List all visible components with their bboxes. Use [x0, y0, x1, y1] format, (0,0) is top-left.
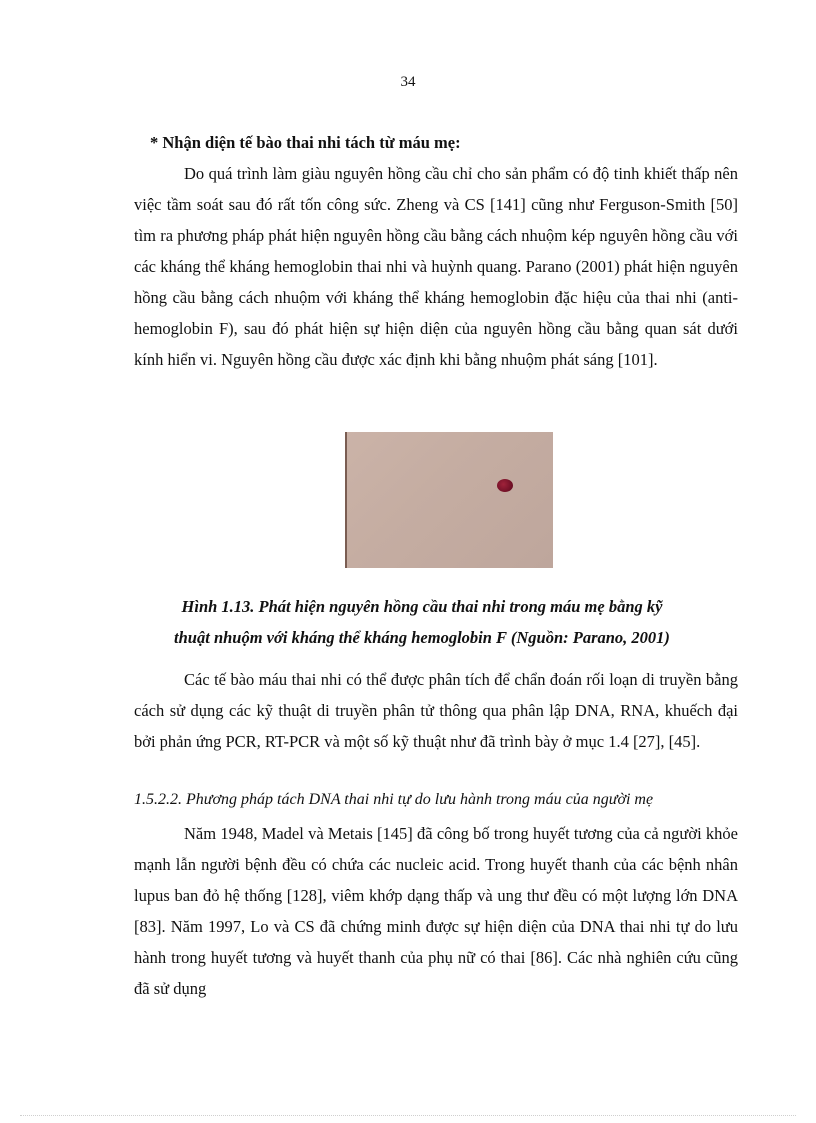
paragraph-1-text: Do quá trình làm giàu nguyên hồng cầu chỉ cho sản phẩm có độ tinh khiết thấp nên việc tầm soát sau đó rất tốn công sức. Zheng và CS [141] cũng như Ferguson-Smith [50] tìm ra phương pháp phát hiện nguyên hồng cầu bằng cách nhuộm kép nguyên hồng cầu với các kháng thể kháng hemoglobin thai nhi và huỳnh quang. Parano (2001) phát hiện nguyên hồng cầu bằng cách nhuộm với kháng thể kháng hemoglobin đặc hiệu của thai nhi (anti-hemoglobin F), sau đó phát hiện sự hiện diện của nguyên hồng cầu bằng quan sát dưới kính hiển vi. Nguyên hồng cầu được xác định khi bằng nhuộm phát sáng [101].	[134, 164, 738, 369]
stained-erythroblast	[497, 479, 513, 492]
caption-line-2: thuật nhuộm với kháng thể kháng hemoglobin F (Nguồn: Parano, 2001)	[174, 628, 670, 647]
subsection-heading: 1.5.2.2. Phương pháp tách DNA thai nhi tự do lưu hành trong máu của người mẹ	[134, 791, 654, 808]
body-paragraph-1	[134, 158, 738, 375]
body-paragraph-2	[134, 664, 738, 757]
paragraph-2-text: Các tế bào máu thai nhi có thể được phân tích để chẩn đoán rối loạn di truyền bằng cách sử dụng các kỹ thuật di truyền phân tử thông qua phân lập DNA, RNA, khuếch đại bởi phản ứng PCR, RT-PCR và một số kỹ thuật như đã trình bày ở mục 1.4 [27], [45].	[134, 670, 738, 751]
caption-line-1: Hình 1.13. Phát hiện nguyên hồng cầu thai nhi trong máu mẹ bằng kỹ	[181, 597, 663, 616]
page-divider	[20, 1115, 796, 1116]
figure-caption	[120, 591, 724, 653]
body-paragraph-3	[134, 818, 738, 1004]
section-heading: * Nhận diện tế bào thai nhi tách từ máu mẹ:	[150, 133, 461, 152]
page-number: 34	[400, 74, 416, 90]
paragraph-3-text: Năm 1948, Madel và Metais [145] đã công bố trong huyết tương của cả người khỏe mạnh lẫn người bệnh đều có chứa các nucleic acid. Trong huyết thanh của các bệnh nhân lupus ban đỏ hệ thống [128], viêm khớp dạng thấp và ung thư đều có một lượng lớn DNA [83]. Năm 1997, Lo và CS đã chứng minh được sự hiện diện của DNA thai nhi tự do lưu hành trong huyết tương và huyết thanh của phụ nữ có thai [86]. Các nhà nghiên cứu cũng đã sử dụng	[134, 824, 738, 998]
microscopy-figure	[345, 432, 553, 568]
